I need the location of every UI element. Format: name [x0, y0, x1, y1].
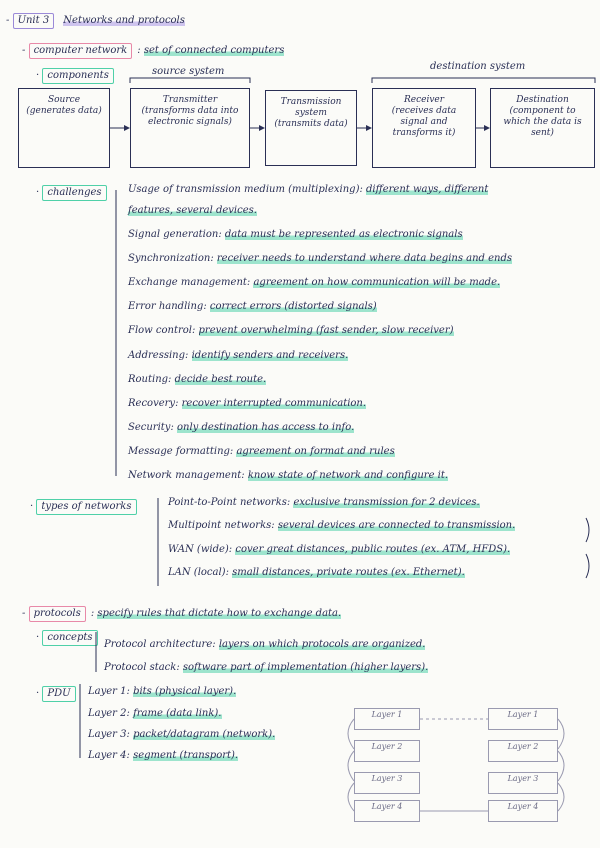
protocols-definition: specify rules that dictate how to exchange data. — [97, 608, 342, 619]
left-layer-1: Layer 1 — [354, 708, 420, 730]
bullet-dash: - — [6, 15, 13, 26]
network-type-item: Multipoint networks: several devices are connected to transmission. — [168, 520, 516, 531]
component-box-transmitter: Transmitter (transforms data into electronic signals) — [130, 88, 250, 168]
destination-system-label: destination system — [430, 61, 526, 72]
challenge-item: Routing: decide best route. — [128, 374, 267, 385]
right-layer-1: Layer 1 — [488, 708, 558, 730]
unit-title: Networks and protocols — [63, 15, 185, 26]
computer-network-line: - computer network : set of connected computers — [22, 38, 284, 59]
component-box-source: Source (generates data) — [18, 88, 110, 168]
pdu-item: Layer 3: packet/datagram (network). — [88, 729, 276, 740]
network-type-item: Point-to-Point networks: exclusive transmission for 2 devices. — [168, 497, 480, 508]
challenge-item: Recovery: recover interrupted communication. — [128, 398, 367, 409]
unit-label: Unit 3 — [13, 13, 55, 29]
protocols-label: protocols — [29, 606, 86, 622]
concepts-line: · concepts — [36, 625, 98, 646]
components-label: components — [42, 68, 113, 84]
pdu-item: Layer 2: frame (data link). — [88, 708, 222, 719]
challenge-item: features, several devices. — [128, 205, 257, 216]
challenge-item: Network management: know state of network and configure it. — [128, 470, 449, 481]
challenge-item: Signal generation: data must be represented as electronic signals — [128, 229, 463, 240]
challenge-item: Addressing: identify senders and receivers. — [128, 350, 349, 361]
left-layer-4: Layer 4 — [354, 800, 420, 822]
network-type-item: WAN (wide): cover great distances, public routes (ex. ATM, HFDS). — [168, 544, 511, 555]
component-box-transmission-system: Transmission system (transmits data) — [265, 90, 357, 166]
challenges-line: · challenges — [36, 180, 107, 201]
types-networks-line: · types of networks — [30, 494, 137, 515]
component-box-receiver: Receiver (receives data signal and transforms it) — [372, 88, 476, 168]
concepts-label: concepts — [42, 630, 97, 646]
challenge-item: Synchronization: receiver needs to understand where data begins and ends — [128, 253, 513, 264]
components-line: · components — [36, 63, 114, 84]
computer-network-definition: set of connected computers — [143, 45, 285, 56]
source-system-label: source system — [152, 66, 225, 77]
right-layer-3: Layer 3 — [488, 772, 558, 794]
right-layer-2: Layer 2 — [488, 740, 558, 762]
right-layer-4: Layer 4 — [488, 800, 558, 822]
challenge-item: Security: only destination has access to info. — [128, 422, 355, 433]
challenges-label: challenges — [42, 185, 106, 201]
left-layer-3: Layer 3 — [354, 772, 420, 794]
pdu-item: Layer 1: bits (physical layer). — [88, 686, 237, 697]
challenge-item: Error handling: correct errors (distorted signals) — [128, 301, 377, 312]
challenge-item: Flow control: prevent overwhelming (fast sender, slow receiver) — [128, 325, 454, 336]
protocols-line: - protocols : specify rules that dictate how to exchange data. — [22, 601, 341, 622]
concept-item: Protocol architecture: layers on which protocols are organized. — [104, 639, 426, 650]
pdu-line: · PDU — [36, 681, 76, 702]
left-layer-2: Layer 2 — [354, 740, 420, 762]
component-box-destination: Destination (component to which the data is sent) — [490, 88, 595, 168]
pdu-label: PDU — [42, 686, 75, 702]
network-type-item: LAN (local): small distances, private routes (ex. Ethernet). — [168, 567, 465, 578]
pdu-item: Layer 4: segment (transport). — [88, 750, 239, 761]
challenge-item: Message formatting: agreement on format and rules — [128, 446, 395, 457]
computer-network-label: computer network — [29, 43, 133, 59]
types-networks-label: types of networks — [36, 499, 136, 515]
challenge-item: Exchange management: agreement on how communication will be made. — [128, 277, 501, 288]
challenge-item: Usage of transmission medium (multiplexing): different ways, different — [128, 184, 489, 195]
concept-item: Protocol stack: software part of implementation (higher layers). — [104, 662, 429, 673]
